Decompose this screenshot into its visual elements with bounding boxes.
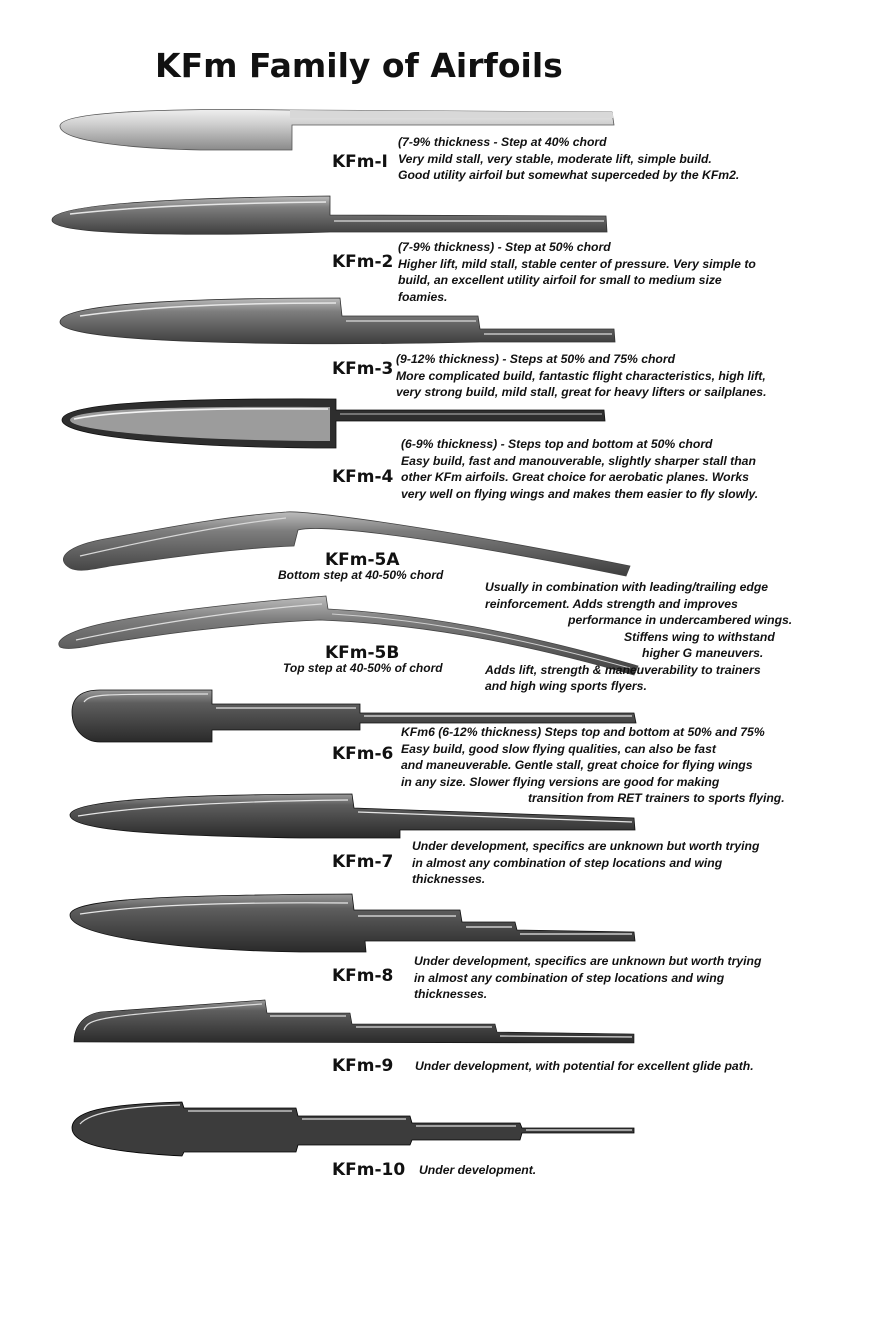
kfm5-notes [485,579,792,695]
note-line: higher G maneuvers. [642,646,764,660]
airfoil-subtitle: Bottom step at 40-50% chord [278,568,444,582]
description-line: Higher lift, mild stall, stable center of pressure. Very simple to [398,256,756,271]
page-title: KFm Family of Airfoils [155,46,563,85]
description-line: transition from RET trainers to sports flying. [528,791,785,805]
note-line: and high wing sports flyers. [485,679,647,693]
airfoil-kfm10 [72,1102,634,1156]
description-line: Under development, specifics are unknown but worth trying [412,839,760,853]
airfoil-description [414,953,761,1003]
note-line: Stiffens wing to withstand [624,629,775,644]
airfoil-description [401,436,758,502]
airfoil-kfm8 [70,894,635,952]
description-line: Under development, specifics are unknown but worth trying [414,954,762,968]
note-line: reinforcement. Adds strength and improves [485,596,738,611]
description-line: Easy build, good slow flying qualities, can also be fast [401,741,716,756]
airfoil-description [396,351,766,401]
airfoil-description [419,1162,536,1179]
description-line: in almost any combination of step locations and wing [412,855,723,870]
description-line: other KFm airfoils. Great choice for aerobatic planes. Works [401,470,749,484]
airfoil-label: KFm-I [332,152,388,172]
airfoil-label: KFm-3 [332,359,394,379]
airfoil-label: KFm-4 [332,467,394,487]
airfoil-subtitle: Top step at 40-50% of chord [283,661,443,675]
description-line: build, an excellent utility airfoil for small to medium size [398,273,722,287]
airfoil-label: KFm-5A [325,550,400,570]
description-line: foamies. [398,289,448,304]
description-line: thicknesses. [412,872,486,886]
airfoil-description [398,239,756,305]
description-line: (6-9% thickness) - Steps top and bottom at 50% chord [401,437,713,451]
note-line: performance in undercambered wings. [568,613,793,627]
description-line: KFm6 (6-12% thickness) Steps top and bottom at 50% and 75% [401,725,765,739]
airfoil-description [398,134,739,184]
description-line: Very mild stall, very stable, moderate lift, simple build. [398,151,712,166]
airfoil-label: KFm-9 [332,1056,394,1076]
description-line: Under development, with potential for excellent glide path. [415,1059,754,1073]
airfoil-label: KFm-5B [325,643,400,663]
description-line: very strong build, mild stall, great for heavy lifters or sailplanes. [396,385,767,399]
airfoil-label: KFm-6 [332,744,394,764]
description-line: Easy build, fast and manouverable, slightly sharper stall than [401,453,756,468]
description-line: Under development. [419,1163,537,1177]
description-line: and maneuverable. Gentle stall, great choice for flying wings [401,758,753,772]
description-line: in any size. Slower flying versions are good for making [401,774,720,789]
airfoil-label: KFm-2 [332,252,394,272]
description-line: (7-9% thickness) - Step at 50% chord [398,240,611,254]
airfoil-description [412,838,759,888]
description-line: Good utility airfoil but somewhat superceded by the KFm2. [398,168,740,182]
airfoil-label: KFm-8 [332,966,394,986]
note-line: Usually in combination with leading/trailing edge [485,580,769,594]
airfoil-label: KFm-10 [332,1160,406,1180]
description-line: (9-12% thickness) - Steps at 50% and 75% chord [396,352,676,366]
airfoil-description [401,724,785,807]
description-line: very well on flying wings and makes them easier to fly slowly. [401,486,759,501]
description-line: (7-9% thickness - Step at 40% chord [398,135,607,149]
airfoil-label: KFm-7 [332,852,394,872]
description-line: More complicated build, fantastic flight characteristics, high lift, [396,368,766,383]
note-line: Adds lift, strength & maneuverability to trainers [485,662,761,677]
description-line: thicknesses. [414,987,488,1001]
airfoil-kfm9 [74,1000,634,1043]
airfoil-kfm2 [52,196,607,234]
description-line: in almost any combination of step locations and wing [414,970,725,985]
airfoil-description [415,1058,754,1075]
